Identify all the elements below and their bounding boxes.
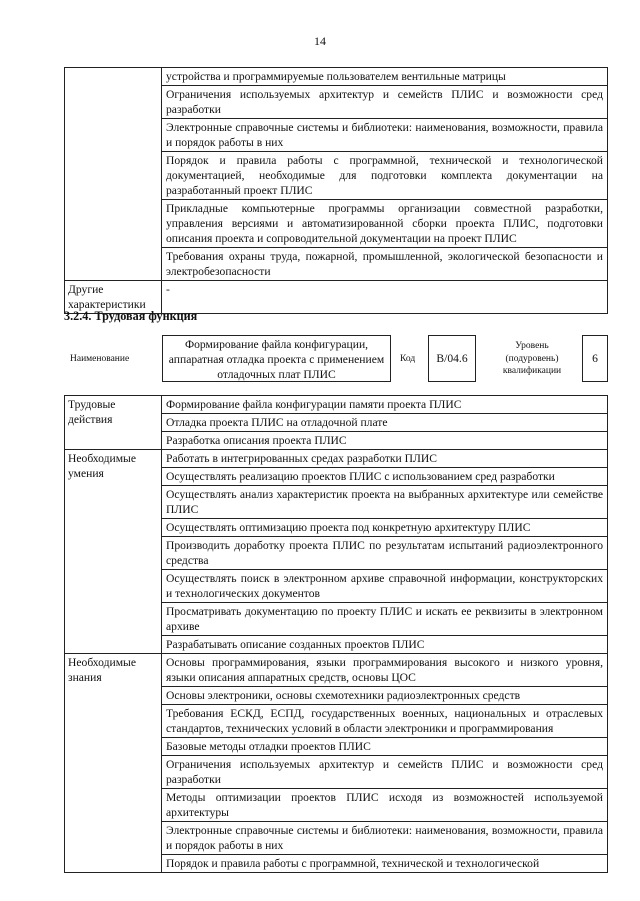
table-cell: Методы оптимизации проектов ПЛИС исходя из возможностей используемой архитектуры — [162, 789, 608, 822]
table-cell: Разработка описания проекта ПЛИС — [162, 432, 608, 450]
table-cell: Разрабатывать описание созданных проектов ПЛИС — [162, 636, 608, 654]
table-row — [65, 396, 608, 414]
table-cell: Отладка проекта ПЛИС на отладочной плате — [162, 414, 608, 432]
table-cell: Производить доработку проекта ПЛИС по результатам испытаний радиоэлектронного средства — [162, 537, 608, 570]
level-value-box: 6 — [582, 335, 608, 382]
knowledge-table-continued — [64, 67, 608, 314]
table-cell: Электронные справочные системы и библиотеки: наименования, возможности, правила и порядок работы в них — [162, 119, 608, 152]
table-cell: устройства и программируемые пользователем вентильные матрицы — [162, 68, 608, 86]
code-value-box: B/04.6 — [428, 335, 476, 382]
table-cell: Требования охраны труда, пожарной, промышленной, экологической безопасности и электробезопасности — [162, 248, 608, 281]
row-label-other-characteristics: Другие характеристики — [65, 281, 162, 314]
name-label: Наименование — [70, 354, 130, 364]
function-header — [64, 335, 608, 385]
table-cell: Формирование файла конфигурации памяти проекта ПЛИС — [162, 396, 608, 414]
page-number: 14 — [314, 34, 326, 48]
table-cell: Порядок и правила работы с программной, технической и технологической документацией, необходимые для подготовки комплекта документации на разработанный проект ПЛИС — [162, 152, 608, 200]
group-label-required-skills: Необходимые умения — [65, 450, 162, 654]
table-cell: Порядок и правила работы с программной, технической и технологической — [162, 855, 608, 873]
table-cell: Осуществлять оптимизацию проекта под конкретную архитектуру ПЛИС — [162, 519, 608, 537]
section-title: 3.2.4. Трудовая функция — [64, 309, 198, 323]
table-cell: Базовые методы отладки проектов ПЛИС — [162, 738, 608, 756]
table-cell: Требования ЕСКД, ЕСПД, государственных военных, национальных и отраслевых стандартов, технических условий в области электроники и программирования — [162, 705, 608, 738]
name-value-box: Формирование файла конфигурации, аппаратная отладка проекта с применением отладочных плат ПЛИС — [162, 335, 391, 382]
table-cell: Осуществлять поиск в электронном архиве справочной информации, конструкторских и технологических документов — [162, 570, 608, 603]
table-row — [65, 450, 608, 468]
row-label-cell — [65, 68, 162, 281]
table-row — [65, 654, 608, 687]
table-cell: - — [162, 281, 608, 314]
table-cell: Электронные справочные системы и библиотеки: наименования, возможности, правила и порядок работы в них — [162, 822, 608, 855]
table-cell: Работать в интегрированных средах разработки ПЛИС — [162, 450, 608, 468]
table-cell: Просматривать документацию по проекту ПЛИС и искать ее реквизиты в электронном архиве — [162, 603, 608, 636]
table-cell: Основы программирования, языки программирования высокого и низкого уровня, языки описания аппаратных средств, основы ЦОС — [162, 654, 608, 687]
table-row — [65, 68, 608, 86]
table-cell: Осуществлять анализ характеристик проекта на выбранных архитектуре или семействе ПЛИС — [162, 486, 608, 519]
table-cell: Ограничения используемых архитектур и семейств ПЛИС и возможности сред разработки — [162, 756, 608, 789]
table-cell: Осуществлять реализацию проектов ПЛИС с использованием сред разработки — [162, 468, 608, 486]
labor-function-table — [64, 395, 608, 873]
table-cell: Ограничения используемых архитектур и семейств ПЛИС и возможности сред разработки — [162, 86, 608, 119]
table-cell: Прикладные компьютерные программы организации совместной разработки, управления версиями и автоматизированной сборки проекта ПЛИС, подготовки описания проекта и сопроводительной документации на проект ПЛИС — [162, 200, 608, 248]
code-label: Код — [400, 354, 416, 364]
group-label-labor-actions: Трудовые действия — [65, 396, 162, 450]
group-label-required-knowledge: Необходимые знания — [65, 654, 162, 873]
level-label: Уровень (подуровень) квалификации — [502, 341, 562, 376]
table-cell: Основы электроники, основы схемотехники радиоэлектронных средств — [162, 687, 608, 705]
